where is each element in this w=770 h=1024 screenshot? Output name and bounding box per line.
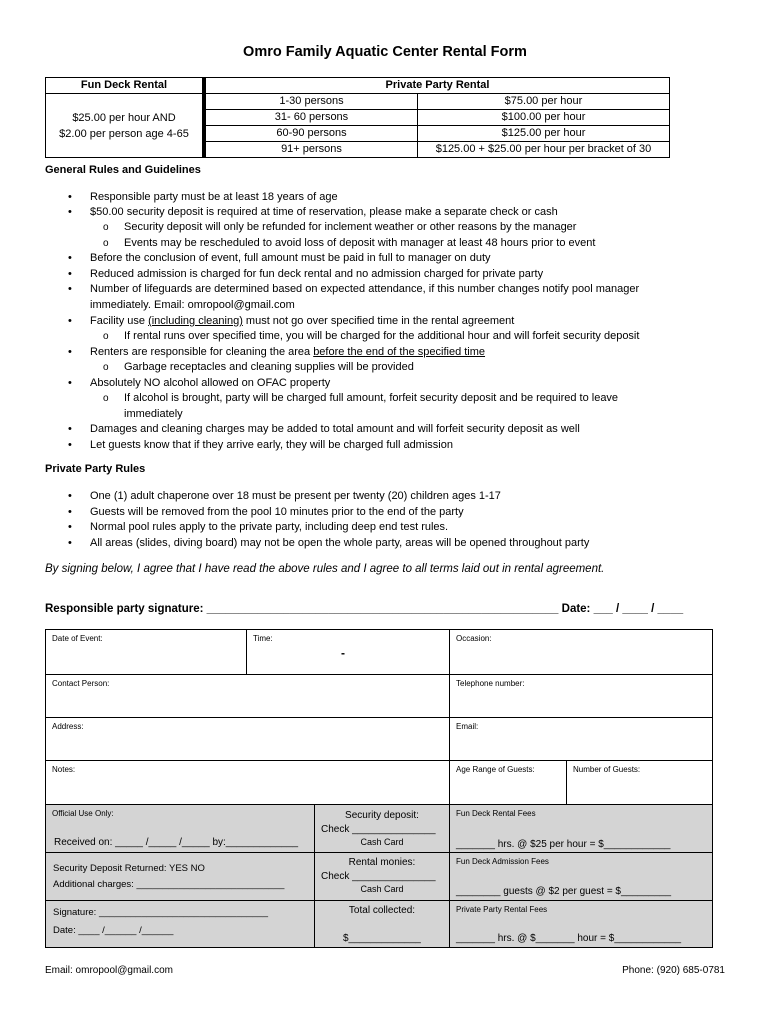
fun-deck-rental-calc-line[interactable]: _______ hrs. @ $25 per hour = $____________ — [456, 839, 671, 850]
rate-persons: 31- 60 persons — [204, 110, 418, 126]
fun-deck-header: Fun Deck Rental — [46, 78, 205, 94]
rate-persons: 1-30 persons — [204, 94, 418, 110]
total-collected-box — [314, 900, 450, 948]
security-deposit-label: Security deposit: — [345, 810, 419, 821]
field-label: Occasion: — [456, 634, 492, 643]
rule-item: • Reduced admission is charged for fun deck rental and no admission charged for private party — [90, 267, 730, 283]
rates-table — [45, 77, 670, 158]
field-label: Time: — [253, 634, 273, 643]
time-separator: - — [341, 646, 345, 660]
rule-item: • $50.00 security deposit is required at time of reservation, please make a separate check or cash — [90, 205, 730, 221]
additional-charges-line[interactable]: Additional charges: ____________________________ — [53, 879, 285, 890]
cash-card-options[interactable]: Cash Card — [360, 884, 404, 894]
signature-box — [45, 900, 315, 948]
rule-subitem: o If rental runs over specified time, you will be charged for the additional hour and will forfeit security deposit — [124, 329, 734, 345]
party-rules-heading: Private Party Rules — [45, 463, 146, 475]
deposit-returned-line[interactable]: Security Deposit Returned: YES NO — [53, 863, 205, 874]
rule-text: Number of lifeguards are determined based on expected attendance, if this number changes notify pool manager — [90, 283, 640, 295]
rule-item: • Let guests know that if they arrive early, they will be charged full admission — [90, 438, 730, 454]
rule-text: immediately. Email: omropool@gmail.com — [90, 298, 295, 311]
field-label: Contact Person: — [52, 679, 110, 688]
security-deposit-box — [314, 804, 450, 853]
rule-item — [90, 282, 730, 313]
rate-price: $75.00 per hour — [418, 94, 670, 110]
rule-item: • Responsible party must be at least 18 years of age — [90, 190, 730, 206]
rule-subitem: o Garbage receptacles and cleaning supplies will be provided — [124, 360, 734, 376]
party-rule-item: • Normal pool rules apply to the private party, including deep end test rules. — [90, 520, 730, 536]
rule-item: • Absolutely NO alcohol allowed on OFAC property — [90, 376, 730, 392]
email-field[interactable] — [449, 717, 713, 761]
fun-deck-admission-fees-box — [449, 852, 713, 901]
rule-text: Renters are responsible for cleaning the area — [90, 346, 314, 358]
address-field[interactable] — [45, 717, 450, 761]
official-signature-line[interactable]: Signature: ________________________________ — [53, 907, 269, 918]
field-label: Date of Event: — [52, 634, 103, 643]
official-received-box — [45, 804, 315, 853]
total-collected-label: Total collected: — [348, 905, 416, 916]
field-label: Notes: — [52, 765, 76, 774]
fun-deck-admission-calc-line[interactable]: ________ guests @ $2 per guest = $_________ — [456, 886, 672, 897]
field-label: Address: — [52, 722, 84, 731]
official-date-line[interactable]: Date: ____ /______ /______ — [53, 925, 174, 936]
rule-text: must not go over specified time in the rental agreement — [242, 315, 515, 327]
fees-label: Fun Deck Rental Fees — [456, 809, 536, 818]
rule-text: If alcohol is brought, party will be charged full amount, forfeit security deposit and be required to leave — [124, 392, 619, 404]
occasion-field[interactable] — [449, 629, 713, 675]
private-party-header: Private Party Rental — [204, 78, 670, 94]
telephone-field[interactable] — [449, 674, 713, 718]
deposit-returned-box — [45, 852, 315, 901]
time-field[interactable] — [246, 629, 450, 675]
cash-card-options[interactable]: Cash Card — [360, 837, 404, 847]
rate-price: $125.00 + $25.00 per hour per bracket of 30 — [418, 142, 670, 158]
rate-persons: 91+ persons — [204, 142, 418, 158]
notes-field[interactable] — [45, 760, 450, 805]
responsible-party-signature-line[interactable]: Responsible party signature: _______________________________________________________ Date: ___ / ____ / ____ — [45, 603, 684, 615]
page-title: Omro Family Aquatic Center Rental Form — [243, 44, 527, 60]
party-rule-item: • One (1) adult chaperone over 18 must be present per twenty (20) children ages 1-17 — [90, 489, 730, 505]
private-party-rental-fees-box — [449, 900, 713, 948]
rule-subitem — [124, 391, 734, 422]
rental-monies-label: Rental monies: — [348, 857, 416, 868]
contact-person-field[interactable] — [45, 674, 450, 718]
rental-monies-box — [314, 852, 450, 901]
party-rule-item: • Guests will be removed from the pool 10 minutes prior to the end of the party — [90, 505, 730, 521]
rate-price: $100.00 per hour — [418, 110, 670, 126]
field-label: Telephone number: — [456, 679, 525, 688]
fees-label: Private Party Rental Fees — [456, 905, 548, 914]
general-rules-heading: General Rules and Guidelines — [45, 164, 201, 176]
total-collected-line[interactable]: $_____________ — [343, 933, 421, 944]
rule-item — [90, 314, 730, 330]
agreement-statement: By signing below, I agree that I have read the above rules and I agree to all terms laid out in rental agreement. — [45, 563, 605, 575]
rule-item — [90, 345, 730, 361]
fun-deck-price — [46, 94, 205, 158]
rule-text: immediately — [124, 407, 183, 420]
official-use-label: Official Use Only: — [52, 809, 114, 818]
check-line[interactable]: Check _______________ — [321, 871, 436, 882]
field-label: Age Range of Guests: — [456, 765, 535, 774]
field-label: Number of Guests: — [573, 765, 641, 774]
rule-item: • Before the conclusion of event, full amount must be paid in full to manager on duty — [90, 251, 730, 267]
rate-persons: 60-90 persons — [204, 126, 418, 142]
private-party-rental-calc-line[interactable]: _______ hrs. @ $_______ hour = $____________ — [456, 933, 682, 944]
fun-deck-price-line: $2.00 per person age 4-65 — [59, 127, 189, 140]
party-rule-item: • All areas (slides, diving board) may not be open the whole party, areas will be opened throughout party — [90, 536, 730, 552]
rule-text: Facility use — [90, 315, 149, 327]
check-line[interactable]: Check _______________ — [321, 824, 436, 835]
number-of-guests-field[interactable] — [566, 760, 713, 805]
rule-underlined-text: before the end of the specified time — [313, 346, 486, 358]
fun-deck-price-line: $25.00 per hour AND — [72, 111, 176, 124]
fees-label: Fun Deck Admission Fees — [456, 857, 549, 866]
footer-email: Email: omropool@gmail.com — [45, 965, 173, 976]
footer-phone: Phone: (920) 685-0781 — [622, 965, 725, 976]
rule-item: • Damages and cleaning charges may be added to total amount and will forfeit security deposit as well — [90, 422, 730, 438]
rule-underlined-text: (including cleaning) — [148, 315, 243, 327]
rule-subitem: o Events may be rescheduled to avoid loss of deposit with manager at least 48 hours prior to event — [124, 236, 734, 252]
rule-subitem: o Security deposit will only be refunded for inclement weather or other reasons by the manager — [124, 220, 734, 236]
date-of-event-field[interactable] — [45, 629, 247, 675]
fun-deck-rental-fees-box — [449, 804, 713, 853]
received-on-line[interactable]: Received on: _____ /_____ /_____ by:_____________ — [54, 837, 299, 848]
age-range-field[interactable] — [449, 760, 567, 805]
field-label: Email: — [456, 722, 479, 731]
rate-price: $125.00 per hour — [418, 126, 670, 142]
